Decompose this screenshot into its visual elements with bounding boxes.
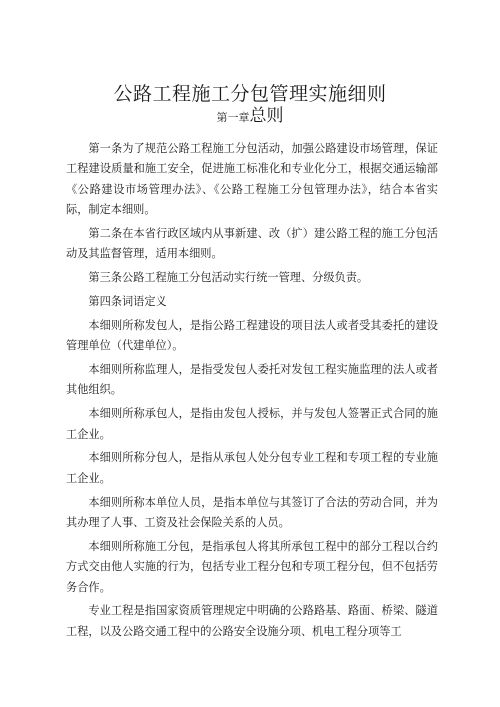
article-3: 第三条公路工程施工分包活动实行统一管理、分级负责。 <box>88 271 369 285</box>
document-title: 公路工程施工分包管理实施细则 <box>113 83 387 105</box>
definition-own-staff: 本细则所称本单位人员，是指本单位与其签订了合法的劳动合同，并为其办理了人事、工资及社会保险关系的人员。 <box>66 495 438 530</box>
chapter-title: 总则 <box>249 106 284 126</box>
document-body <box>66 139 438 646</box>
article-4-heading: 第四条词语定义 <box>88 295 167 309</box>
article-1: 第一条为了规范公路工程施工分包活动，加强公路建设市场管理，保证工程建设质量和施工安全，促进施工标准化和专业化分工，根据交通运输部《公路建设市场管理办法》、《公路工程施工分包管理办法》，结合本省实际，制定本细则。 <box>66 142 438 217</box>
definition-supervisor: 本细则所称监理人，是指受发包人委托对发包工程实施监理的法人或者其他组织。 <box>66 363 438 397</box>
chapter-number: 第一章 <box>216 111 250 124</box>
definition-specialized-works: 专业工程是指国家资质管理规定中明确的公路路基、路面、桥梁、隧道工程，以及公路交通工程中的公路安全设施分项、机电工程分项等工 <box>66 604 438 638</box>
definition-employer: 本细则所称发包人，是指公路工程建设的项目法人或者受其委托的建设管理单位（代建单位）。 <box>66 318 438 353</box>
definition-subcontracting: 本细则所称施工分包，是指承包人将其所承包工程中的部分工程以合约方式交由他人实施的行为，包括专业工程分包和专项工程分包，但不包括劳务合作。 <box>66 539 438 594</box>
definition-contractor: 本细则所称承包人，是指由发包人授标，并与发包人签署正式合同的施工企业。 <box>66 407 438 441</box>
article-2: 第二条在本省行政区域内从事新建、改（扩）建公路工程的施工分包活动及其监督管理，适用本细则。 <box>66 227 438 261</box>
chapter-heading <box>0 105 500 129</box>
definition-subcontractor: 本细则所称分包人，是指从承包人处分包专业工程和专项工程的专业施工企业。 <box>66 451 438 485</box>
